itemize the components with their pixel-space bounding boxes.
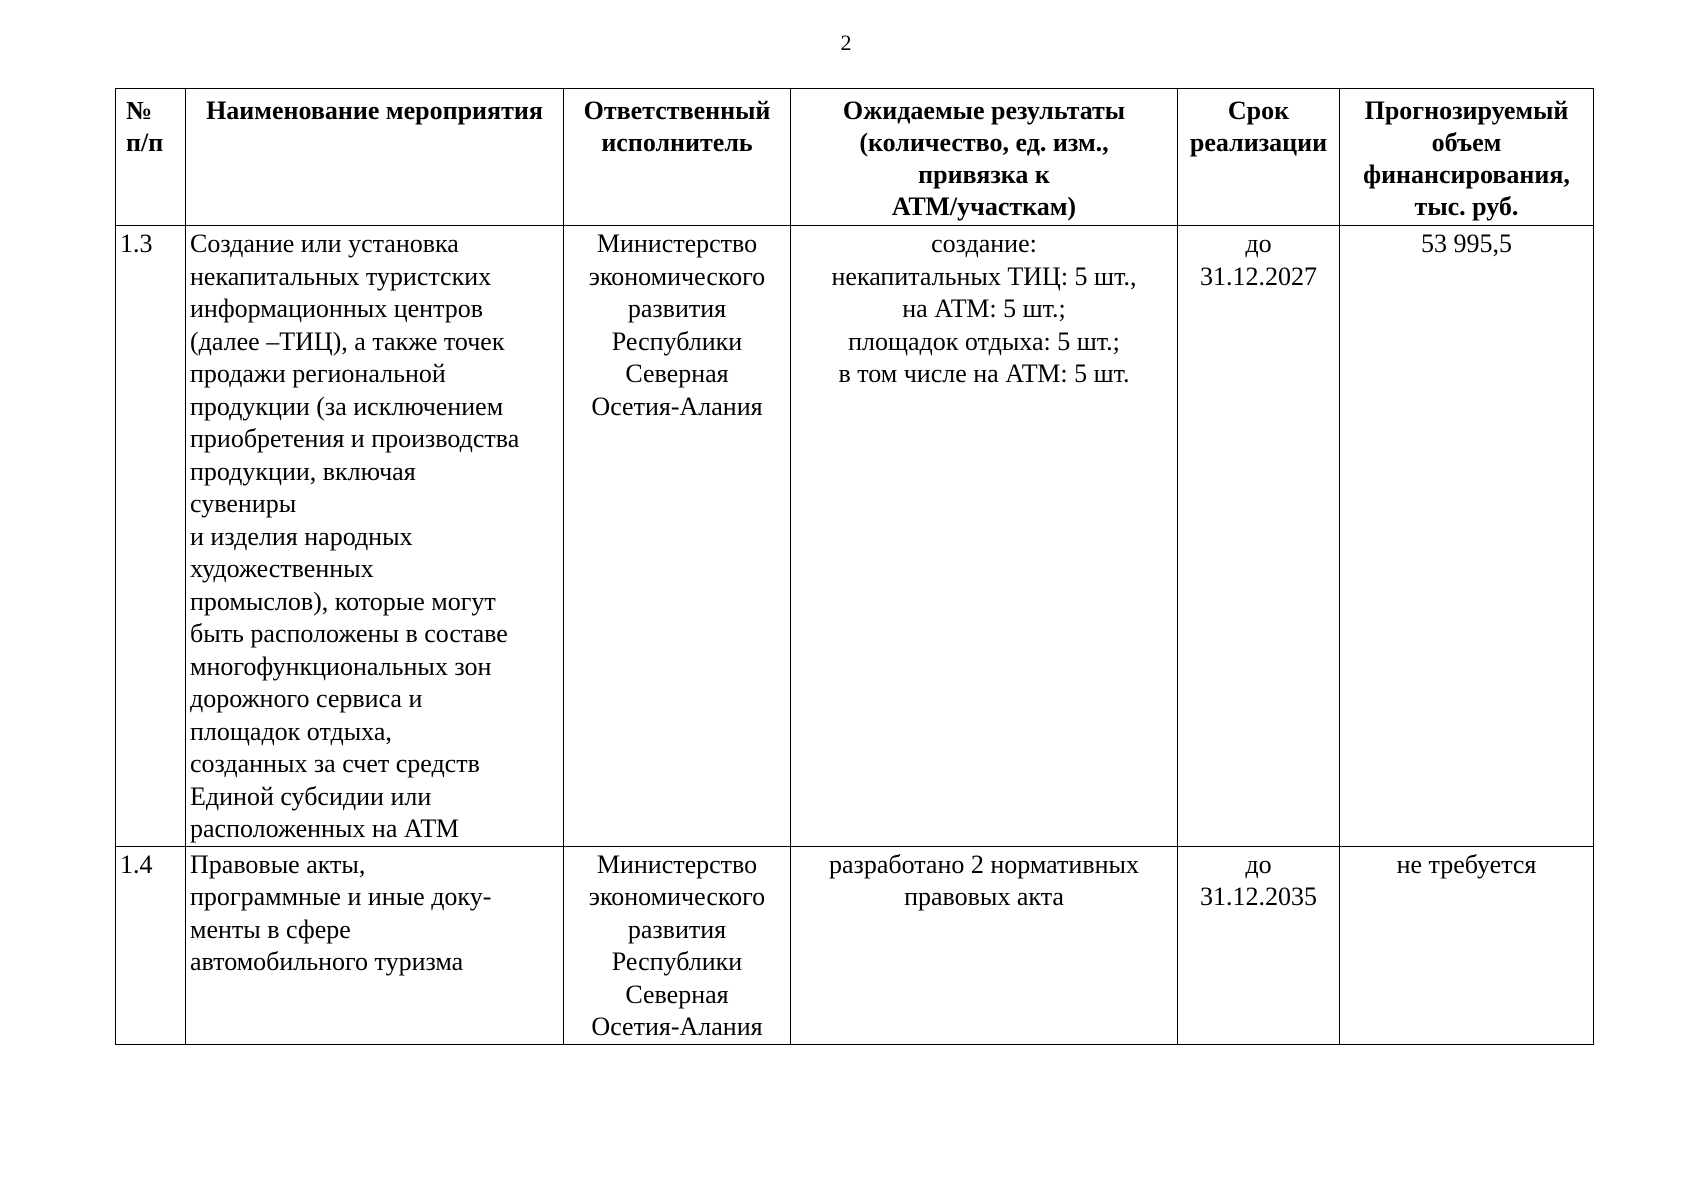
header-number: [116, 89, 186, 226]
text-line: до: [1245, 849, 1272, 879]
text-line: Правовые акты,: [190, 849, 366, 879]
text-line: экономического: [588, 882, 766, 911]
header-line: Прогнозируемый: [1364, 96, 1569, 125]
text-line: быть расположены в составе: [190, 619, 508, 648]
text-line: (далее –ТИЦ), а также точек: [190, 326, 505, 356]
text-line: менты в сфере: [190, 914, 351, 944]
header-results: [791, 89, 1178, 226]
text-line: автомобильного туризма: [190, 947, 464, 976]
header-executor: [564, 89, 791, 226]
text-line: продукции, включая: [190, 456, 416, 486]
expected-results: [791, 226, 1178, 847]
header-line: (количество, ед. изм.,: [859, 128, 1109, 157]
funding-volume: [1340, 226, 1594, 847]
text-line: экономического: [588, 261, 766, 291]
text-line: некапитальных туристских: [190, 261, 492, 291]
text-line: Министерство: [596, 229, 758, 258]
header-line: тыс. руб.: [1414, 192, 1519, 221]
text-line: не требуется: [1396, 849, 1537, 879]
text-line: дорожного сервиса и: [190, 684, 423, 713]
header-event-name: [186, 89, 564, 226]
text-line: Министерство: [596, 849, 758, 879]
text-line: 31.12.2035: [1200, 882, 1317, 911]
expected-results: [791, 846, 1178, 1044]
text-line: Создание или установка: [190, 229, 459, 258]
text-line: Республики: [611, 947, 743, 976]
funding-volume: [1340, 846, 1594, 1044]
text-line: информационных центров: [190, 294, 484, 323]
header-line: Ответственный: [583, 96, 771, 125]
header-line: объем: [1431, 128, 1502, 157]
header-line: реализации: [1189, 128, 1328, 157]
text-line: промыслов), которые могут: [190, 586, 496, 616]
text-line: созданных за счет средств: [190, 749, 480, 778]
text-line: развития: [627, 914, 727, 944]
header-term: [1178, 89, 1340, 226]
text-line: художественных: [190, 554, 374, 583]
text-line: Осетия-Алания: [591, 391, 763, 421]
text-line: 31.12.2027: [1200, 261, 1317, 291]
text-line: 53 995,5: [1421, 229, 1512, 258]
table-row: [116, 226, 1594, 847]
header-line: №: [126, 96, 153, 125]
event-name: [186, 846, 564, 1044]
text-line: Северная: [625, 359, 729, 388]
table-row: [116, 846, 1594, 1044]
header-line: Срок: [1227, 96, 1290, 125]
header-line: п/п: [126, 128, 164, 157]
text-line: расположенных на АТМ: [190, 814, 460, 843]
table-header-row: [116, 89, 1594, 226]
text-line: разработано 2 нормативных: [829, 849, 1139, 879]
header-line: привязка к: [918, 160, 1050, 189]
header-line: АТМ/участкам): [891, 192, 1077, 221]
text-line: Республики: [611, 326, 743, 356]
header-line: исполнитель: [601, 128, 753, 157]
row-number: 1.4: [116, 846, 186, 1044]
text-line: и изделия народных: [190, 521, 413, 551]
text-line: Осетия-Алания: [591, 1012, 763, 1041]
text-line: площадок отдыха,: [190, 716, 392, 746]
text-line: в том числе на АТМ: 5 шт.: [838, 359, 1130, 388]
text-line: Северная: [625, 979, 729, 1009]
responsible-executor: [564, 226, 791, 847]
text-line: продукции (за исключением: [190, 391, 504, 421]
page-number: 2: [840, 30, 852, 55]
text-line: развития: [627, 294, 727, 323]
header-line: Наименование мероприятия: [206, 96, 543, 125]
text-line: создание:: [931, 229, 1037, 258]
event-name: [186, 226, 564, 847]
header-funding: [1340, 89, 1594, 226]
text-line: некапитальных ТИЦ: 5 шт.,: [831, 261, 1137, 291]
text-line: правовых акта: [904, 882, 1064, 911]
text-line: площадок отдыха: 5 шт.;: [848, 326, 1120, 356]
events-table: [115, 88, 1594, 1045]
text-line: многофункциональных зон: [190, 651, 492, 681]
text-line: приобретения и производства: [190, 424, 520, 453]
implementation-term: [1178, 846, 1340, 1044]
header-line: Ожидаемые результаты: [842, 96, 1126, 125]
header-line: финансирования,: [1363, 160, 1570, 189]
text-line: до: [1245, 229, 1272, 258]
text-line: сувениры: [190, 489, 297, 518]
implementation-term: [1178, 226, 1340, 847]
text-line: продажи региональной: [190, 359, 446, 388]
row-number: 1.3: [116, 226, 186, 847]
text-line: Единой субсидии или: [190, 781, 432, 811]
text-line: программные и иные доку-: [190, 882, 492, 911]
text-line: на АТМ: 5 шт.;: [902, 294, 1066, 323]
responsible-executor: [564, 846, 791, 1044]
